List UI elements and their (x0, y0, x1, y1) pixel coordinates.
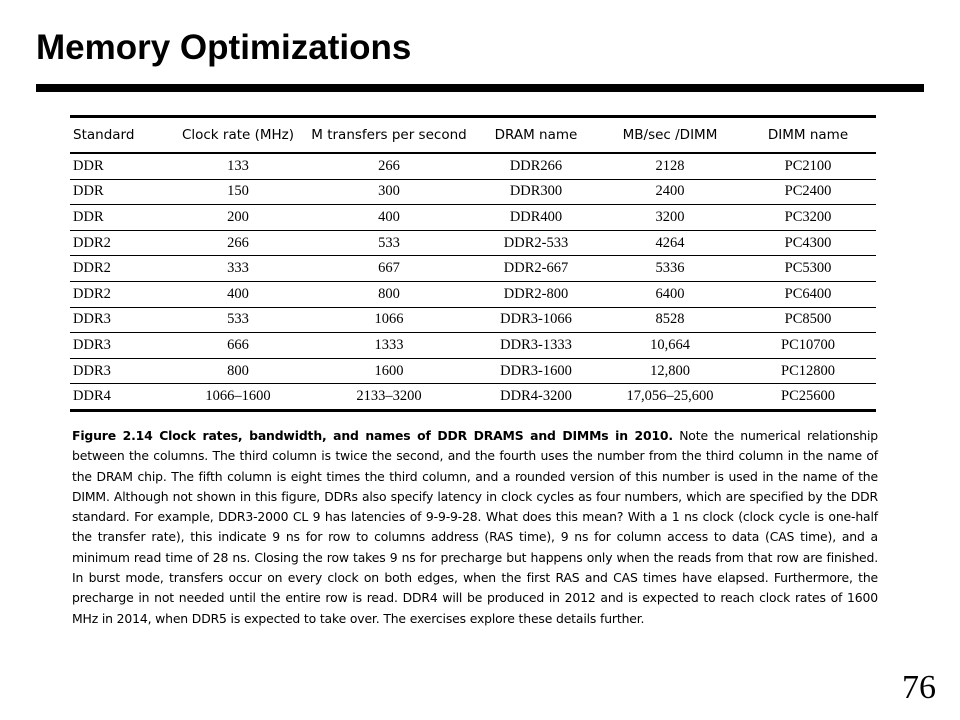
page-number: 76 (902, 669, 936, 706)
cell-dimm-name: PC4300 (740, 230, 876, 256)
cell-standard: DDR3 (70, 307, 170, 333)
header-mb-per-dimm: MB/sec /DIMM (622, 127, 718, 143)
header-clock-rate: Clock rate (MHz) (181, 127, 295, 143)
header-standard: Standard (73, 127, 135, 143)
header-dimm-name: DIMM name (767, 127, 849, 143)
cell-mb-per-dimm: 3200 (600, 205, 740, 231)
cell-mb-per-dimm: 6400 (600, 281, 740, 307)
cell-dram-name: DDR3-1066 (472, 307, 600, 333)
cell-dram-name: DDR3-1600 (472, 358, 600, 384)
cell-clock-rate: 666 (170, 333, 306, 359)
cell-clock-rate: 133 (170, 153, 306, 179)
ddr-dram-table (70, 115, 876, 412)
cell-standard: DDR3 (70, 358, 170, 384)
cell-clock-rate: 1066–1600 (170, 384, 306, 411)
header-transfers: M transfers per second (311, 127, 467, 143)
cell-standard: DDR (70, 205, 170, 231)
cell-dram-name: DDR2-667 (472, 256, 600, 282)
cell-dimm-name: PC2100 (740, 153, 876, 179)
slide-title: Memory Optimizations (36, 28, 412, 67)
table-row (70, 230, 876, 256)
figure-caption (72, 426, 878, 629)
cell-transfers: 2133–3200 (306, 384, 472, 411)
table-row (70, 333, 876, 359)
cell-dimm-name: PC8500 (740, 307, 876, 333)
cell-standard: DDR2 (70, 256, 170, 282)
cell-standard: DDR (70, 153, 170, 179)
cell-transfers: 400 (306, 205, 472, 231)
table-row (70, 384, 876, 411)
title-divider (36, 84, 924, 92)
cell-transfers: 266 (306, 153, 472, 179)
cell-dram-name: DDR400 (472, 205, 600, 231)
cell-mb-per-dimm: 4264 (600, 230, 740, 256)
cell-clock-rate: 333 (170, 256, 306, 282)
cell-dram-name: DDR266 (472, 153, 600, 179)
cell-clock-rate: 266 (170, 230, 306, 256)
cell-dram-name: DDR3-1333 (472, 333, 600, 359)
cell-dram-name: DDR2-533 (472, 230, 600, 256)
table-row (70, 179, 876, 205)
cell-clock-rate: 400 (170, 281, 306, 307)
cell-mb-per-dimm: 2400 (600, 179, 740, 205)
cell-transfers: 1333 (306, 333, 472, 359)
cell-mb-per-dimm: 5336 (600, 256, 740, 282)
cell-dimm-name: PC10700 (740, 333, 876, 359)
cell-transfers: 300 (306, 179, 472, 205)
cell-mb-per-dimm: 8528 (600, 307, 740, 333)
cell-standard: DDR2 (70, 230, 170, 256)
cell-transfers: 1066 (306, 307, 472, 333)
caption-heading: Figure 2.14 Clock rates, bandwidth, and names of DDR DRAMS and DIMMs in 2010. (72, 428, 673, 443)
cell-dram-name: DDR300 (472, 179, 600, 205)
cell-dram-name: DDR2-800 (472, 281, 600, 307)
cell-standard: DDR4 (70, 384, 170, 411)
cell-mb-per-dimm: 12,800 (600, 358, 740, 384)
cell-dimm-name: PC2400 (740, 179, 876, 205)
cell-clock-rate: 150 (170, 179, 306, 205)
cell-transfers: 1600 (306, 358, 472, 384)
cell-mb-per-dimm: 17,056–25,600 (600, 384, 740, 411)
table-row (70, 307, 876, 333)
cell-dimm-name: PC6400 (740, 281, 876, 307)
cell-clock-rate: 200 (170, 205, 306, 231)
table-row (70, 256, 876, 282)
table-body (70, 153, 876, 410)
cell-mb-per-dimm: 2128 (600, 153, 740, 179)
cell-dimm-name: PC12800 (740, 358, 876, 384)
cell-clock-rate: 800 (170, 358, 306, 384)
caption-body: Note the numerical relationship between the columns. The third column is twice the second, and the fourth uses the number from the third column in the name of the DRAM chip. The fifth column is eight times the third column, and a rounded version of this number is used in the name of the DIMM. Although not shown in this figure, DDRs also specify latency in clock cycles as four numbers, which are specified by the DDR standard. For example, DDR3-2000 CL 9 has latencies of 9-9-9-28. What does this mean? With a 1 ns clock (clock cycle is one-half the transfer rate), this indicate 9 ns for row to columns address (RAS time), 9 ns for column access to data (CAS time), and a minimum read time of 28 ns. Closing the row takes 9 ns for precharge but happens only when the reads from that row are finished. In burst mode, transfers occur on every clock on both edges, when the first RAS and CAS times have elapsed. Furthermore, the precharge in not needed until the entire row is read. DDR4 will be produced in 2012 and is expected to reach clock rates of 1600 MHz in 2014, when DDR5 is expected to take over. The exercises explore these details further. (72, 428, 878, 626)
cell-mb-per-dimm: 10,664 (600, 333, 740, 359)
header-dram-name: DRAM name (494, 127, 578, 143)
cell-dimm-name: PC5300 (740, 256, 876, 282)
cell-standard: DDR2 (70, 281, 170, 307)
cell-transfers: 667 (306, 256, 472, 282)
table-row (70, 205, 876, 231)
cell-transfers: 800 (306, 281, 472, 307)
cell-dram-name: DDR4-3200 (472, 384, 600, 411)
table-header-row (70, 117, 876, 154)
table-row (70, 281, 876, 307)
cell-dimm-name: PC25600 (740, 384, 876, 411)
cell-clock-rate: 533 (170, 307, 306, 333)
cell-transfers: 533 (306, 230, 472, 256)
cell-standard: DDR3 (70, 333, 170, 359)
cell-dimm-name: PC3200 (740, 205, 876, 231)
table-row (70, 358, 876, 384)
ddr-table-container (70, 115, 876, 412)
table-row (70, 153, 876, 179)
cell-standard: DDR (70, 179, 170, 205)
